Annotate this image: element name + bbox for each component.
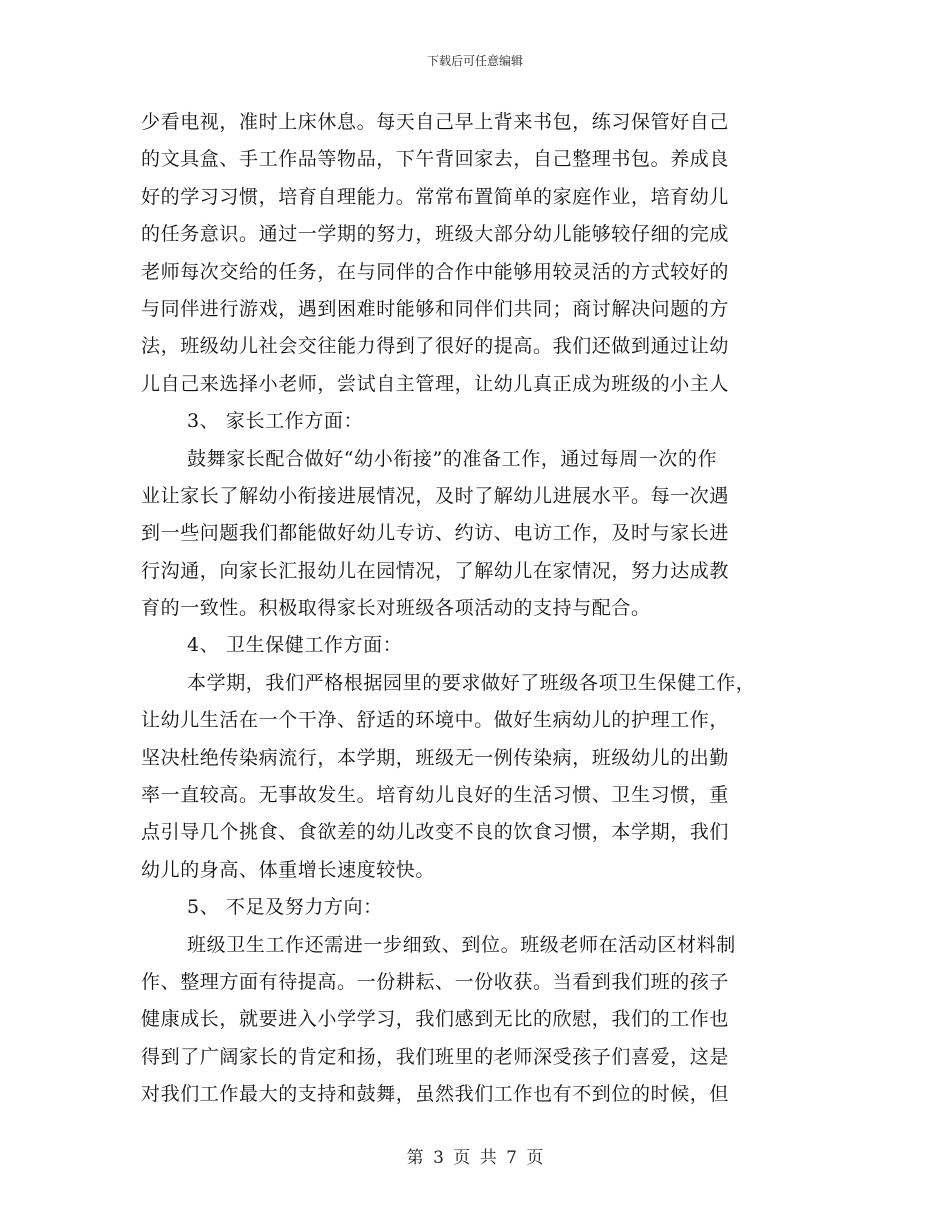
body-line: 本学期，我们严格根据园里的要求做好了班级各项卫生保健工作， [187,671,756,694]
body-line: 少看电视，准时上床休息。每天自己早上背来书包，练习保管好自己 [141,111,730,133]
section-heading-shortcomings: 5、 不足及努力方向： [187,896,383,919]
body-line: 幼儿的身高、体重增长速度较快。 [141,858,436,881]
body-line: 得到了广阔家长的肯定和扬，我们班里的老师深受孩子们喜爱，这是 [141,1045,730,1068]
section-heading-parent-work: 3、 家长工作方面： [187,410,364,433]
body-line: 班级卫生工作还需进一步细致、到位。班级老师在活动区材料制 [187,933,736,956]
body-line: 作、整理方面有待提高。一份耕耘、一份收获。当看到我们班的孩子 [141,970,730,993]
body-line: 育的一致性。积极取得家长对班级各项活动的支持与配合。 [141,597,651,620]
body-line: 与同伴进行游戏，遇到困难时能够和同伴们共同；商讨解决问题的方 [141,297,730,320]
body-line: 儿自己来选择小老师，尝试自主管理，让幼儿真正成为班级的小主人 [141,372,730,395]
page-header: 下载后可任意编辑 [426,54,523,68]
body-line: 的任务意识。通过一学期的努力，班级大部分幼儿能够较仔细的完成 [141,223,730,246]
body-line: 坚决杜绝传染病流行，本学期，班级无一例传染病，班级幼儿的出勤 [141,746,730,769]
body-line: 法，班级幼儿社会交往能力得到了很好的提高。我们还做到通过让幼 [141,335,730,358]
body-line: 老师每次交给的任务，在与同伴的合作中能够用较灵活的方式较好的 [141,260,730,283]
body-line: 点引导几个挑食、食欲差的幼儿改变不良的饮食习惯，本学期，我们 [141,821,730,844]
section-heading-health-work: 4、 卫生保健工作方面： [187,634,403,657]
body-line: 健康成长，就要进入小学学习，我们感到无比的欣慰，我们的工作也 [141,1008,730,1031]
body-line: 率一直较高。无事故发生。培育幼儿良好的生活习惯、卫生习惯，重 [141,784,730,807]
body-line: 好的学习习惯，培育自理能力。常常布置简单的家庭作业，培育幼儿 [141,185,730,208]
document-body [141,104,821,1114]
body-line: 的文具盒、手工作品等物品，下午背回家去，自己整理书包。养成良 [141,148,730,171]
body-line: 对我们工作最大的支持和鼓舞，虽然我们工作也有不到位的时候，但 [141,1083,730,1106]
page-footer: 第 3 页 共 7 页 [406,1148,544,1168]
body-line: 让幼儿生活在一个干净、舒适的环境中。做好生病幼儿的护理工作， [141,709,730,732]
body-line: 到一些问题我们都能做好幼儿专访、约访、电访工作，及时与家长进 [141,522,730,545]
body-line: 行沟通，向家长汇报幼儿在园情况，了解幼儿在家情况，努力达成教 [141,559,730,582]
body-line: 业让家长了解幼小衔接进展情况，及时了解幼儿进展水平。每一次遇 [141,484,730,507]
body-line: 鼓舞家长配合做好“幼小衔接”的准备工作，通过每周一次的作 [187,447,718,470]
